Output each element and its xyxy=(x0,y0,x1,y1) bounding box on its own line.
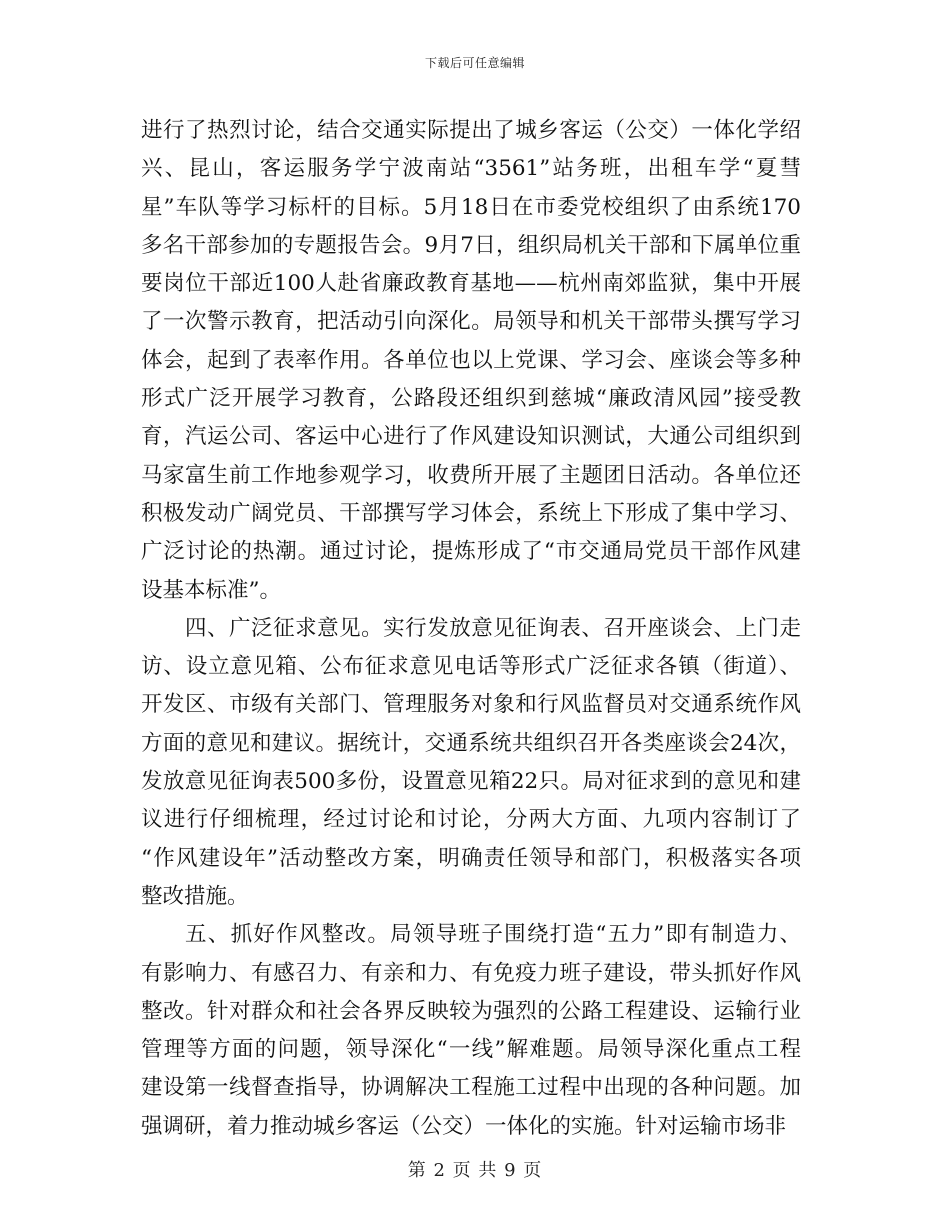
paragraph xyxy=(141,112,801,610)
text-line: “作风建设年”活动整改方案，明确责任领导和部门，积极落实各项 xyxy=(141,845,801,871)
page-footer: 第 2 页 共 9 页 xyxy=(407,1160,543,1181)
text-line: 建设第一线督查指导，协调解决工程施工过程中出现的各种问题。加 xyxy=(141,1075,801,1101)
text-line: 广泛讨论的热潮。通过讨论，提炼形成了“市交通局党员干部作风建 xyxy=(141,539,801,565)
text-line: 强调研，着力推动城乡客运（公交）一体化的实施。针对运输市场非 xyxy=(141,1113,787,1139)
text-line: 四、广泛征求意见。实行发放意见征询表、召开座谈会、上门走 xyxy=(185,615,801,641)
text-line: 多名干部参加的专题报告会。9月7日，组织局机关干部和下属单位重 xyxy=(141,232,801,258)
text-line: 发放意见征询表500多份，设置意见箱22只。局对征求到的意见和建 xyxy=(141,769,801,795)
text-line: 兴、昆山，客运服务学宁波南站“3561”站务班，出租车学“夏彗 xyxy=(141,156,801,182)
text-line: 整改。针对群众和社会各界反映较为强烈的公路工程建设、运输行业 xyxy=(141,998,801,1024)
paragraph xyxy=(141,610,801,916)
text-line: 马家富生前工作地参观学习，收费所开展了主题团日活动。各单位还 xyxy=(141,462,801,488)
text-line: 体会，起到了表率作用。各单位也以上党课、学习会、座谈会等多种 xyxy=(141,347,801,373)
text-line: 方面的意见和建议。据统计，交通系统共组织召开各类座谈会24次， xyxy=(141,730,801,756)
text-line: 开发区、市级有关部门、管理服务对象和行风监督员对交通系统作风 xyxy=(141,692,801,718)
text-line: 了一次警示教育，把活动引向深化。局领导和机关干部带头撰写学习 xyxy=(141,309,801,335)
text-line: 管理等方面的问题，领导深化“一线”解难题。局领导深化重点工程 xyxy=(141,1037,801,1063)
text-line: 整改措施。 xyxy=(141,883,249,909)
text-line: 有影响力、有感召力、有亲和力、有免疫力班子建设，带头抓好作风 xyxy=(141,960,801,986)
page-header: 下载后可任意编辑 xyxy=(424,56,525,70)
document-body xyxy=(141,112,801,1146)
text-line: 五、抓好作风整改。局领导班子围绕打造“五力”即有制造力、 xyxy=(185,922,801,948)
paragraph xyxy=(141,916,801,1146)
text-line: 进行了热烈讨论，结合交通实际提出了城乡客运（公交）一体化学绍 xyxy=(141,118,801,143)
text-line: 星”车队等学习标杆的目标。5月18日在市委党校组织了由系统170 xyxy=(141,194,801,220)
text-line: 设基本标准”。 xyxy=(141,577,281,603)
text-line: 育，汽运公司、客运中心进行了作风建设知识测试，大通公司组织到 xyxy=(141,424,801,450)
text-line: 访、设立意见箱、公布征求意见电话等形式广泛征求各镇（街道）、 xyxy=(141,654,801,680)
text-line: 议进行仔细梳理，经过讨论和讨论，分两大方面、九项内容制订了 xyxy=(141,807,801,833)
text-line: 要岗位干部近100人赴省廉政教育基地——杭州南郊监狱，集中开展 xyxy=(141,271,801,297)
text-line: 积极发动广阔党员、干部撰写学习体会，系统上下形成了集中学习、 xyxy=(141,500,801,526)
text-line: 形式广泛开展学习教育，公路段还组织到慈城“廉政清风园”接受教 xyxy=(141,386,801,412)
